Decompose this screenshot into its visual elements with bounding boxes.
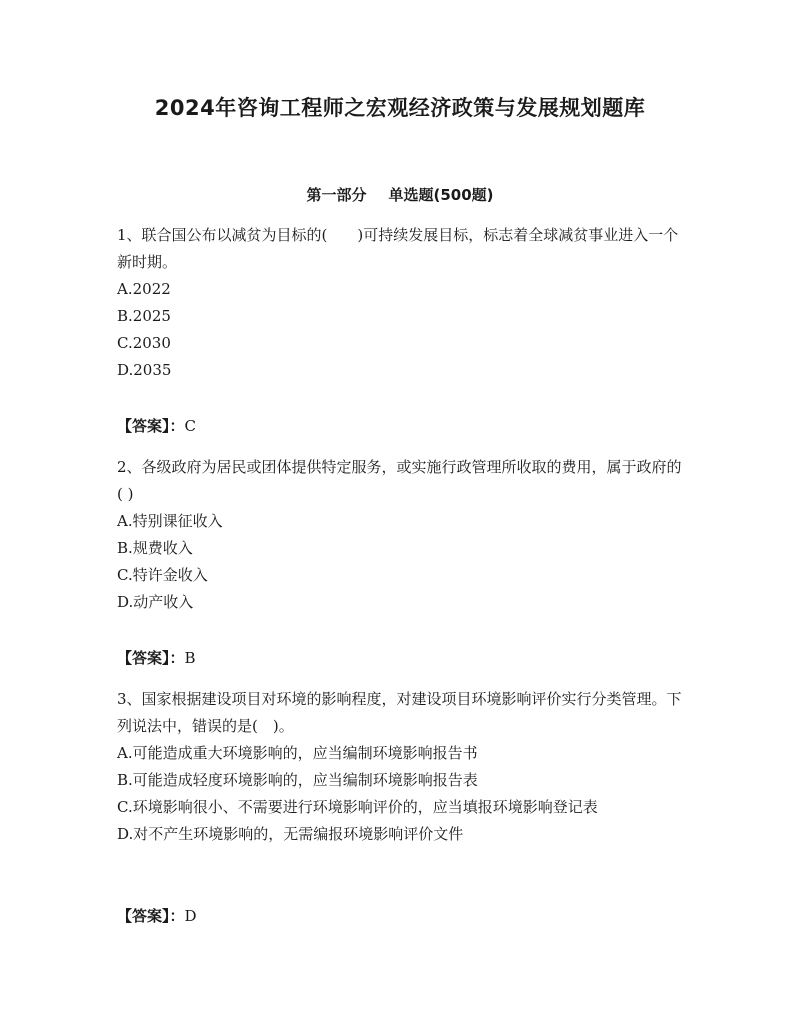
question-stem: 2、各级政府为居民或团体提供特定服务，或实施行政管理所收取的费用，属于政府的( ) (117, 458, 682, 503)
option-d: D.2035 (117, 361, 172, 379)
document-title: 2024年咨询工程师之宏观经济政策与发展规划题库 (154, 96, 646, 120)
option-a: A.特别课征收入 (117, 512, 223, 530)
answer-label: 【答案】： (117, 649, 185, 667)
answer-2 (117, 645, 196, 672)
answer-label: 【答案】： (117, 417, 185, 435)
answer-3 (117, 903, 197, 930)
option-c: C.特许金收入 (117, 566, 208, 584)
option-b: B.规费收入 (117, 539, 193, 557)
option-a: A.可能造成重大环境影响的，应当编制环境影响报告书 (117, 744, 478, 762)
section-title (0, 184, 800, 205)
question-2 (117, 454, 687, 616)
question-3 (117, 686, 687, 848)
option-d: D.对不产生环境影响的，无需编报环境影响评价文件 (117, 825, 464, 843)
option-d: D.动产收入 (117, 593, 194, 611)
question-1 (117, 222, 687, 384)
answer-label: 【答案】： (117, 907, 185, 925)
option-a: A.2022 (117, 280, 171, 298)
answer-value: D (184, 907, 197, 925)
section-heading: 单选题(500题) (388, 186, 494, 204)
answer-1 (117, 413, 196, 440)
option-c: C.2030 (117, 334, 171, 352)
question-stem: 1、联合国公布以减贫为目标的( )可持续发展目标，标志着全球减贫事业进入一个新时期。 (117, 226, 679, 271)
option-c: C.环境影响很小、不需要进行环境影响评价的，应当填报环境影响登记表 (117, 798, 598, 816)
answer-value: C (184, 417, 196, 435)
option-b: B.可能造成轻度环境影响的，应当编制环境影响报告表 (117, 771, 478, 789)
question-stem: 3、国家根据建设项目对环境的影响程度，对建设项目环境影响评价实行分类管理。下列说法中，错误的是( )。 (117, 690, 682, 735)
option-b: B.2025 (117, 307, 171, 325)
answer-value: B (184, 649, 196, 667)
section-part: 第一部分 (306, 186, 367, 204)
